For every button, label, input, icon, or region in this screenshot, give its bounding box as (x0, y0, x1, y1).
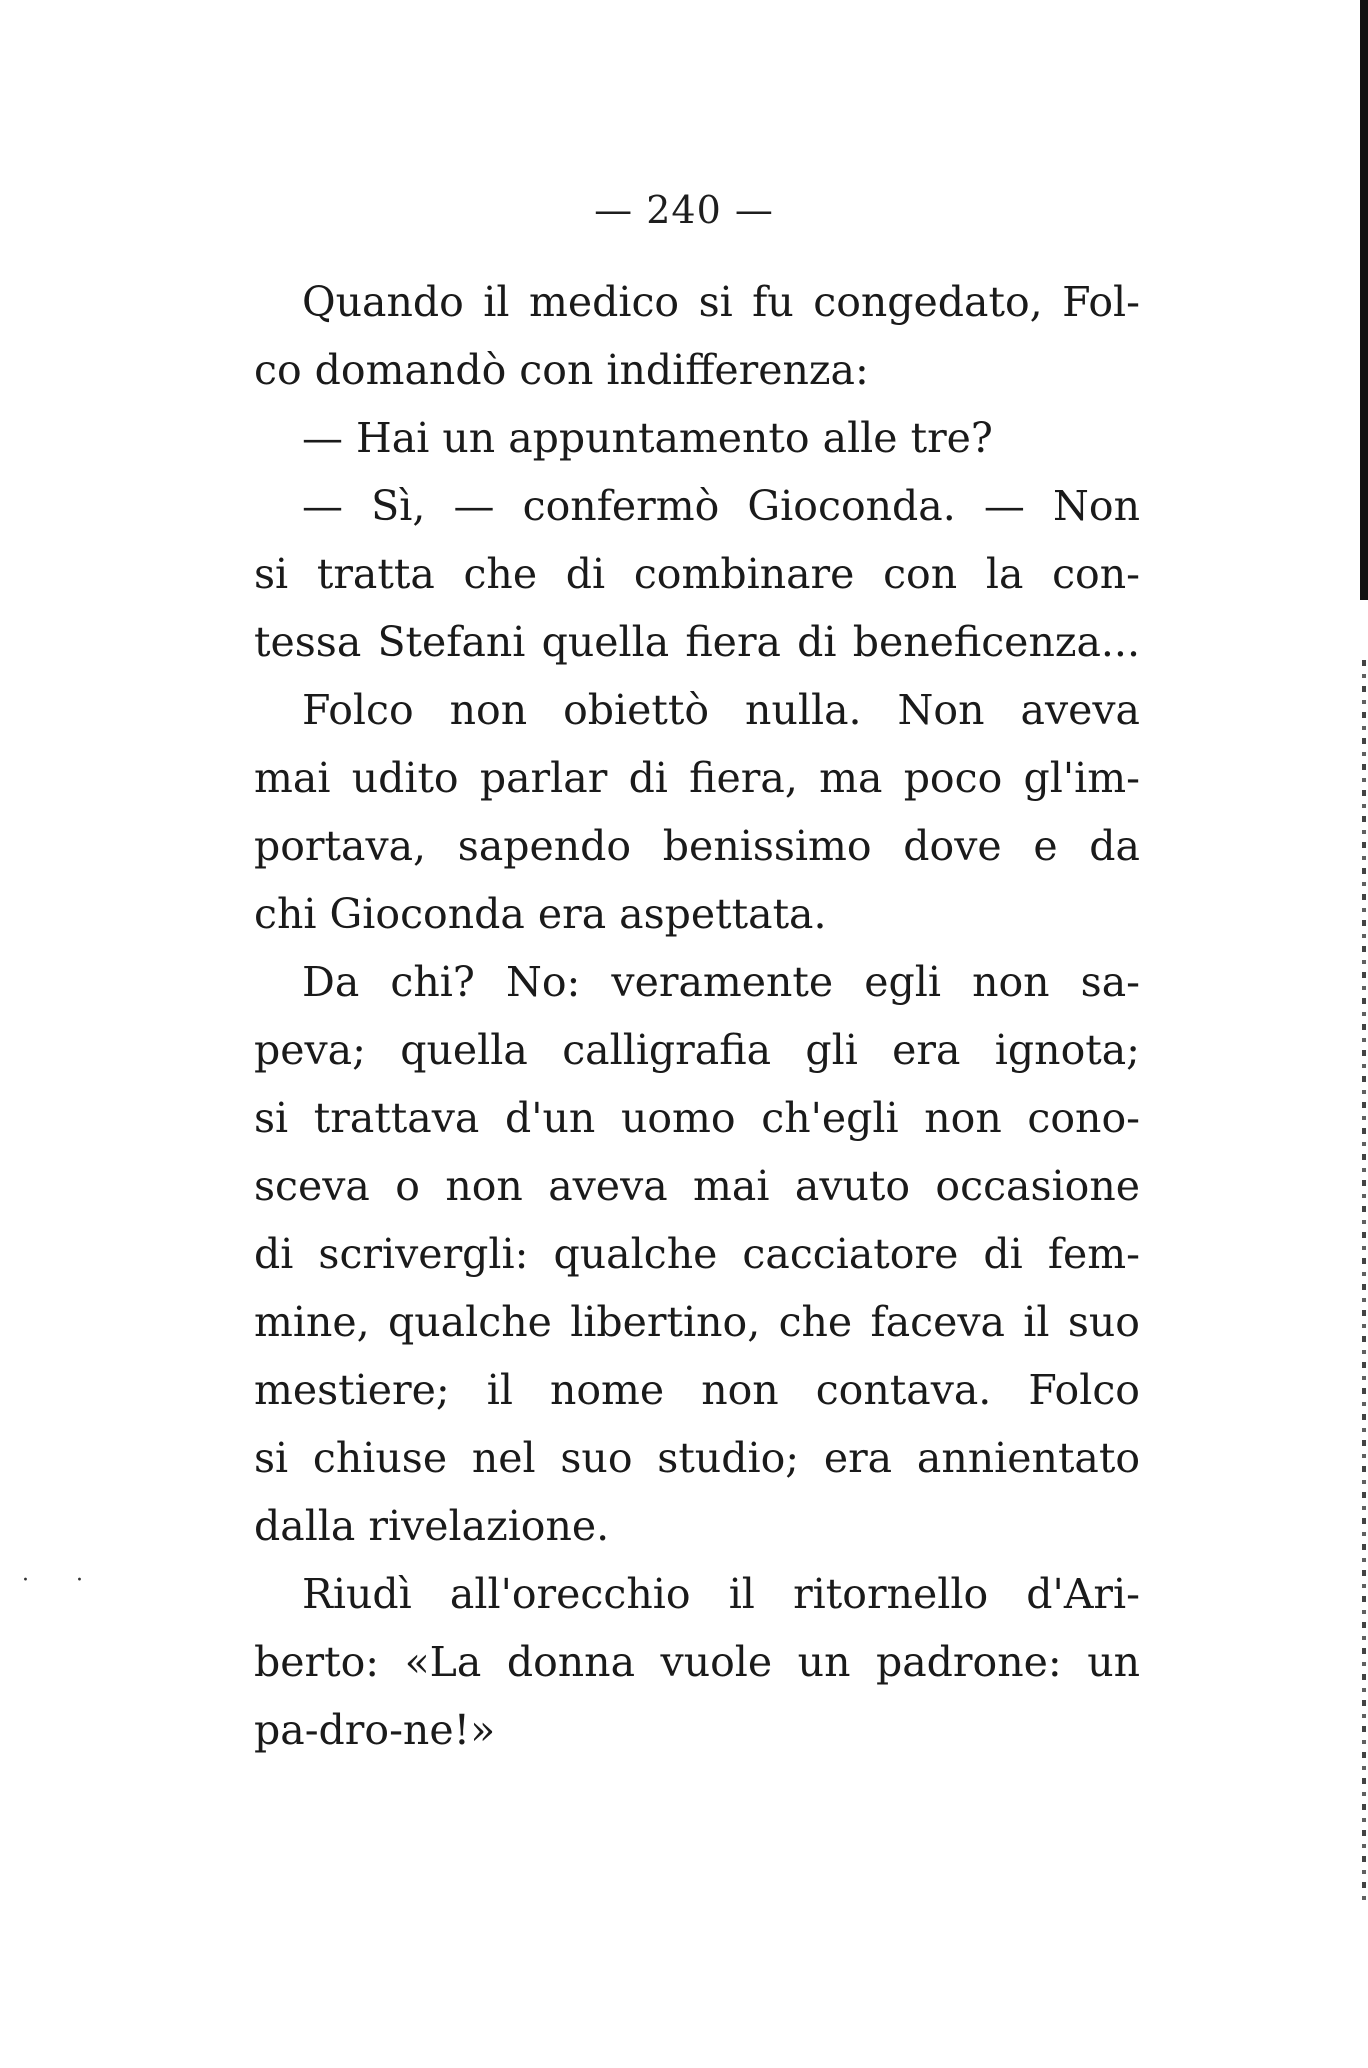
text-line: sceva o non aveva mai avuto occasione (254, 1162, 1140, 1210)
text-line: si trattava d'un uomo ch'egli non cono- (254, 1094, 1140, 1142)
text-line: si tratta che di combinare con la con- (254, 550, 1140, 598)
text-line: pa-dro-ne!» (254, 1706, 496, 1754)
text-line: si chiuse nel suo studio; era annientato (254, 1434, 1140, 1482)
text-line: dalla rivelazione. (254, 1502, 610, 1550)
scan-specks: · · (22, 1568, 103, 1593)
scan-edge-bottom (1362, 660, 1366, 1900)
text-line: berto: «La donna vuole un padrone: un (254, 1638, 1140, 1686)
scan-edge-top (1360, 0, 1368, 600)
text-line: di scrivergli: qualche cacciatore di fem- (254, 1230, 1140, 1278)
text-line: Da chi? No: veramente egli non sa- (302, 958, 1140, 1006)
text-line: mine, qualche libertino, che faceva il suo (254, 1298, 1140, 1346)
text-line: Folco non obiettò nulla. Non aveva (302, 686, 1140, 734)
text-line: peva; quella calligrafia gli era ignota; (254, 1026, 1140, 1074)
text-line: chi Gioconda era aspettata. (254, 890, 827, 938)
text-line: mai udito parlar di fiera, ma poco gl'im- (254, 754, 1140, 802)
text-line: portava, sapendo benissimo dove e da (254, 822, 1140, 870)
text-line: tessa Stefani quella fiera di beneficenza... (254, 618, 1140, 666)
text-line: — Hai un appuntamento alle tre? (302, 414, 993, 462)
text-line: Quando il medico si fu congedato, Fol- (302, 278, 1140, 326)
page-number: — 240 — (594, 188, 774, 232)
text-line: Riudì all'orecchio il ritornello d'Ari- (302, 1570, 1140, 1618)
text-line: mestiere; il nome non contava. Folco (254, 1366, 1140, 1414)
text-line: co domandò con indifferenza: (254, 346, 869, 394)
body-text (254, 268, 1140, 1764)
text-line: — Sì, — confermò Gioconda. — Non (302, 482, 1140, 530)
